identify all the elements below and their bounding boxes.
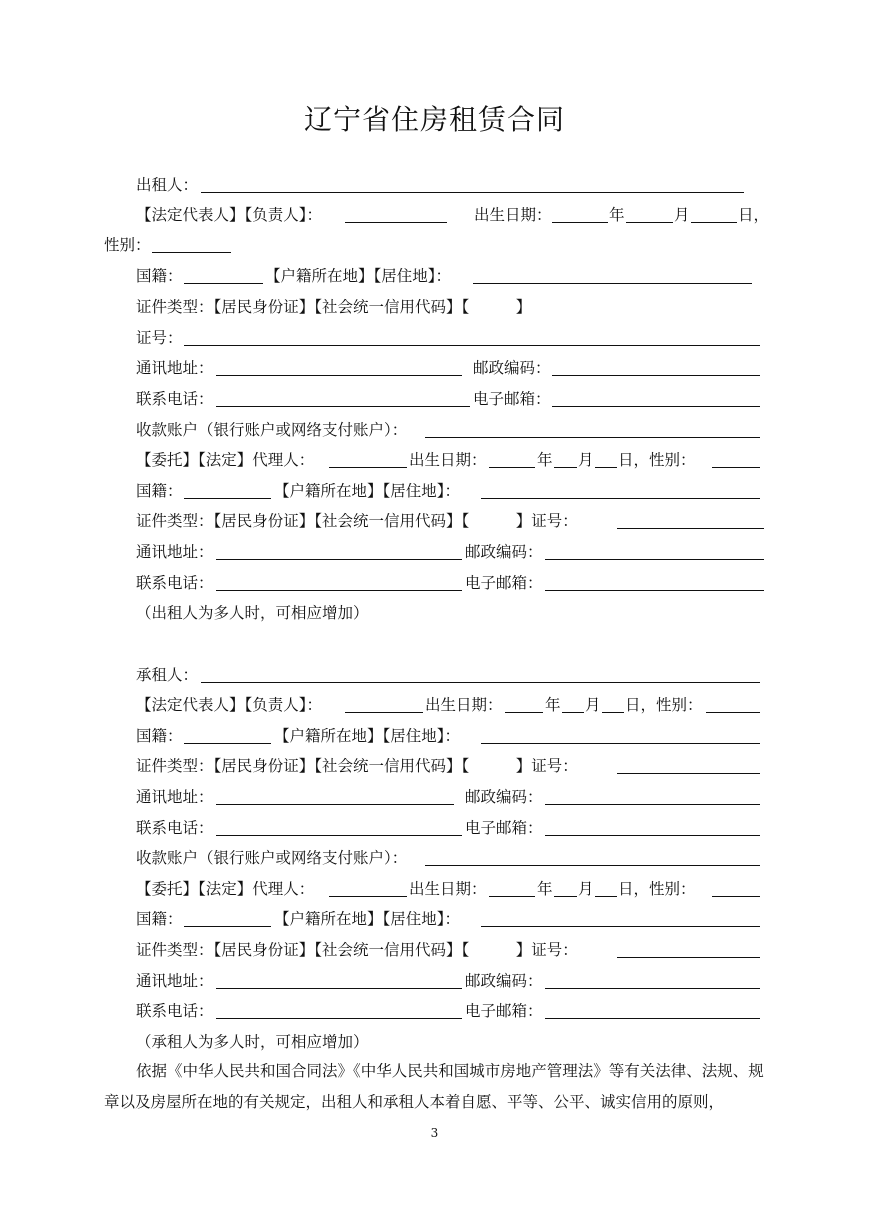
lessee-agent-month-field[interactable] [554, 896, 577, 897]
basis-paragraph-text: 依据《中华人民共和国合同法》《中华人民共和国城市房地产管理法》等有关法律、法规、规章以及房屋所在地的有关规定，出租人和承租人本着自愿、平等、公平、诚实信用的原则， [104, 1062, 764, 1111]
lessee-nationality-field[interactable] [184, 743, 271, 744]
lessee-agent-id-label: 证件类型：【居民身份证】【社会统一信用代码】【 】证号： [136, 941, 578, 959]
year-label: 年 [545, 696, 561, 714]
month-label: 月 [578, 451, 594, 469]
lessor-birth-label: 出生日期： [474, 206, 552, 224]
lessee-email-field[interactable] [545, 835, 760, 836]
day-gender-label: 日，性别： [625, 696, 703, 714]
lessee-agent-email-field[interactable] [545, 1018, 760, 1019]
lessor-birth-month-field[interactable] [626, 222, 673, 223]
lessee-agent-residence-label: 【户籍所在地】【居住地】： [274, 910, 461, 928]
lessee-agent-address-label: 通讯地址： [136, 972, 214, 990]
lessee-gender-field[interactable] [706, 712, 760, 713]
lessee-agent-phone-label: 联系电话： [136, 1002, 214, 1020]
lessor-nationality-field[interactable] [184, 283, 263, 284]
lessor-phone-label: 联系电话： [136, 390, 214, 408]
year-label: 年 [537, 451, 553, 469]
lessor-agent-phone-label: 联系电话： [136, 574, 214, 592]
lessor-agent-email-field[interactable] [545, 590, 764, 591]
lessee-agent-day-field[interactable] [595, 896, 617, 897]
lessor-id-type-line: 证件类型：【居民身份证】【社会统一信用代码】【 】 [136, 298, 532, 316]
lessor-agent-phone-field[interactable] [216, 590, 462, 591]
page-title: 辽宁省住房租赁合同 [303, 103, 565, 136]
lessor-postcode-field[interactable] [552, 375, 760, 376]
lessee-address-field[interactable] [216, 804, 454, 805]
lessee-agent-id-field[interactable] [617, 957, 760, 958]
lessee-agent-nationality-field[interactable] [184, 926, 271, 927]
lessee-agent-email-label: 电子邮箱： [465, 1002, 543, 1020]
lessee-agent-postcode-label: 邮政编码： [465, 972, 543, 990]
lessee-multiple-note: （承租人为多人时，可相应增加） [136, 1033, 369, 1051]
lessor-multiple-note: （出租人为多人时，可相应增加） [136, 604, 369, 622]
lessor-agent-address-label: 通讯地址： [136, 543, 214, 561]
lessee-agent-nationality-label: 国籍： [136, 910, 183, 928]
lessee-id-field[interactable] [617, 773, 760, 774]
lessor-postcode-label: 邮政编码： [473, 359, 551, 377]
lessee-agent-label: 【委托】【法定】代理人： [136, 880, 315, 898]
lessor-residence-field[interactable] [473, 283, 752, 284]
lessor-account-field[interactable] [425, 437, 760, 438]
lessor-agent-nationality-field[interactable] [184, 498, 271, 499]
lessee-agent-phone-field[interactable] [216, 1018, 462, 1019]
lessee-birth-month-field[interactable] [562, 712, 584, 713]
lessor-agent-address-field[interactable] [216, 559, 462, 560]
lessor-email-field[interactable] [552, 406, 760, 407]
lessor-agent-label: 【委托】【法定】代理人： [136, 451, 315, 469]
lessee-residence-field[interactable] [481, 743, 760, 744]
lessor-account-label: 收款账户（银行账户或网络支付账户）： [136, 421, 408, 439]
month-label: 月 [585, 696, 601, 714]
lessor-residence-label: 【户籍所在地】【居住地】： [265, 267, 452, 285]
lessee-agent-address-field[interactable] [216, 988, 462, 989]
lessor-address-label: 通讯地址： [136, 359, 214, 377]
lessee-id-label: 证件类型：【居民身份证】【社会统一信用代码】【 】证号： [136, 757, 578, 775]
lessor-agent-nationality-label: 国籍： [136, 482, 183, 500]
lessee-rep-label: 【法定代表人】【负责人】： [136, 696, 323, 714]
lessee-address-label: 通讯地址： [136, 788, 214, 806]
lessor-agent-month-field[interactable] [554, 467, 577, 468]
year-label: 年 [537, 880, 553, 898]
month-label: 月 [578, 880, 594, 898]
month-label: 月 [674, 206, 690, 224]
lessor-name-label: 出租人： [136, 176, 199, 194]
lessor-agent-id-field[interactable] [617, 528, 764, 529]
lessor-id-no-field[interactable] [184, 345, 760, 346]
lessor-agent-postcode-field[interactable] [545, 559, 764, 560]
lessee-agent-residence-field[interactable] [481, 926, 760, 927]
lessor-agent-residence-field[interactable] [481, 498, 760, 499]
basis-paragraph [104, 1056, 766, 1118]
day-gender-label: 日，性别： [618, 451, 696, 469]
lessee-email-label: 电子邮箱： [465, 819, 543, 837]
lessee-phone-field[interactable] [216, 835, 462, 836]
lessor-gender-label: 性别： [104, 236, 151, 254]
lessor-agent-postcode-label: 邮政编码： [465, 543, 543, 561]
lessor-gender-field[interactable] [152, 252, 231, 253]
lessor-agent-birth-label: 出生日期： [409, 451, 487, 469]
lessor-agent-id-label: 证件类型：【居民身份证】【社会统一信用代码】【 】证号： [136, 512, 578, 530]
lessor-agent-email-label: 电子邮箱： [465, 574, 543, 592]
lessor-agent-year-field[interactable] [489, 467, 535, 468]
lessee-residence-label: 【户籍所在地】【居住地】： [274, 727, 461, 745]
lessor-birth-year-field[interactable] [552, 222, 608, 223]
lessee-rep-field[interactable] [345, 712, 423, 713]
lessor-rep-label: 【法定代表人】【负责人】： [136, 206, 323, 224]
lessee-name-field[interactable] [201, 682, 760, 683]
lessee-birth-label: 出生日期： [425, 696, 503, 714]
lessee-agent-birth-label: 出生日期： [409, 880, 487, 898]
lessee-account-field[interactable] [425, 865, 760, 866]
lessor-agent-residence-label: 【户籍所在地】【居住地】： [274, 482, 461, 500]
lessor-email-label: 电子邮箱： [473, 390, 551, 408]
lessor-phone-field[interactable] [216, 406, 470, 407]
lessee-account-label: 收款账户（银行账户或网络支付账户）： [136, 849, 408, 867]
lessor-address-field[interactable] [216, 375, 462, 376]
lessee-phone-label: 联系电话： [136, 819, 214, 837]
year-label: 年 [609, 206, 625, 224]
lessor-rep-field[interactable] [345, 222, 447, 223]
lessee-name-label: 承租人： [136, 666, 199, 684]
lessor-agent-field[interactable] [329, 467, 407, 468]
day-label: 日， [738, 206, 770, 224]
lessor-birth-day-field[interactable] [691, 222, 737, 223]
lessee-agent-year-field[interactable] [489, 896, 535, 897]
lessee-birth-year-field[interactable] [505, 712, 543, 713]
lessee-nationality-label: 国籍： [136, 727, 183, 745]
day-gender-label: 日，性别： [618, 880, 696, 898]
lessee-postcode-field[interactable] [545, 804, 760, 805]
lessee-agent-postcode-field[interactable] [545, 988, 760, 989]
lessee-agent-gender-field[interactable] [712, 896, 760, 897]
lessee-birth-day-field[interactable] [602, 712, 624, 713]
lessor-nationality-label: 国籍： [136, 267, 183, 285]
page-number: 3 [430, 1126, 439, 1140]
lessor-agent-day-field[interactable] [595, 467, 617, 468]
lessor-id-no-label: 证号： [136, 329, 183, 347]
lessee-agent-field[interactable] [329, 896, 407, 897]
lessor-name-field[interactable] [201, 192, 744, 193]
lessee-postcode-label: 邮政编码： [465, 788, 543, 806]
lessor-agent-gender-field[interactable] [712, 467, 760, 468]
